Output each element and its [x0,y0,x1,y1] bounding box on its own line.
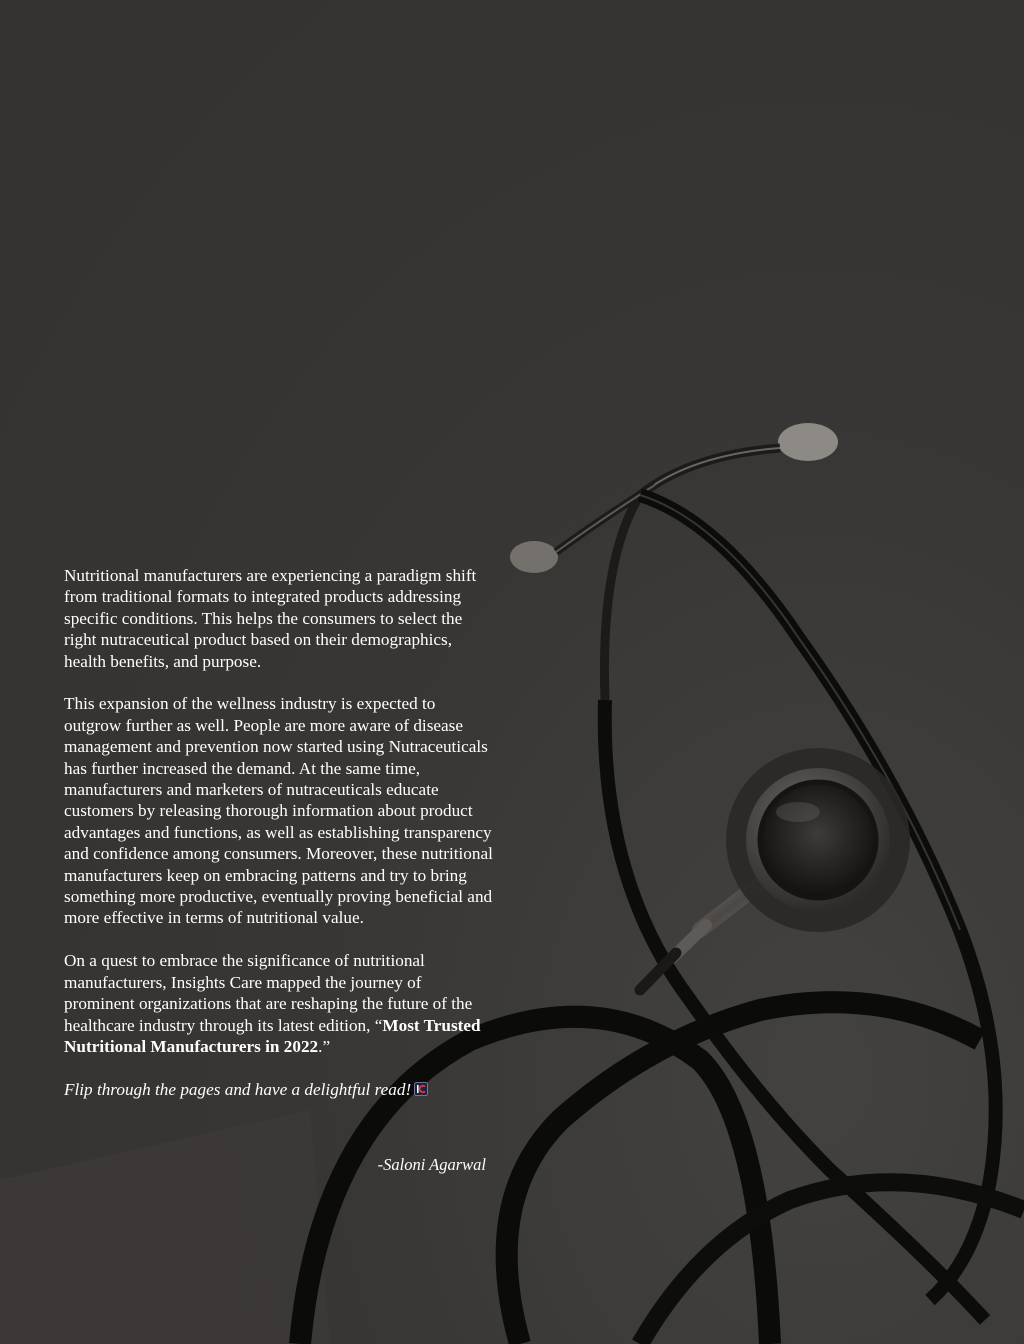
edition-intro-tail: .” [318,1036,331,1056]
paragraph-paradigm-shift: Nutritional manufacturers are experiencing a paradigm shift from traditional formats to integrated products addressing specific conditions. This helps the consumers to select the right nutraceutical product based on their demographics, health benefits, and purpose. [64,566,477,671]
closing-text: Flip through the pages and have a delightful read! [64,1079,412,1099]
edition-title: Most Trusted Nutritional Manufacturers in 2022 [64,1015,481,1056]
insights-care-logo-icon [414,1082,428,1096]
edition-intro-lead: On a quest to embrace the significance of nutritional manufacturers, Insights Care mapped the journey of prominent organizations that are reshaping the future of the healthcare industry through its latest edition, “ [64,951,473,1035]
paragraph-edition-intro [64,950,496,1057]
closing-line [64,1079,496,1100]
author-signature: -Saloni Agarwal [377,1155,486,1174]
paragraph-wellness-expansion: This expansion of the wellness industry is expected to outgrow further as well. People are more aware of disease management and prevention now started using Nutraceuticals has further increased the demand. At the same time, manufacturers and marketers of nutraceuticals educate customers by releasing thorough information about product advantages and functions, as well as establishing transparency and confidence among consumers. Moreover, these nutritional manufacturers keep on embracing patterns and try to bring something more productive, eventually proving beneficial and more effective in terms of nutritional value. [64,694,493,928]
editorial-body [64,565,496,1122]
